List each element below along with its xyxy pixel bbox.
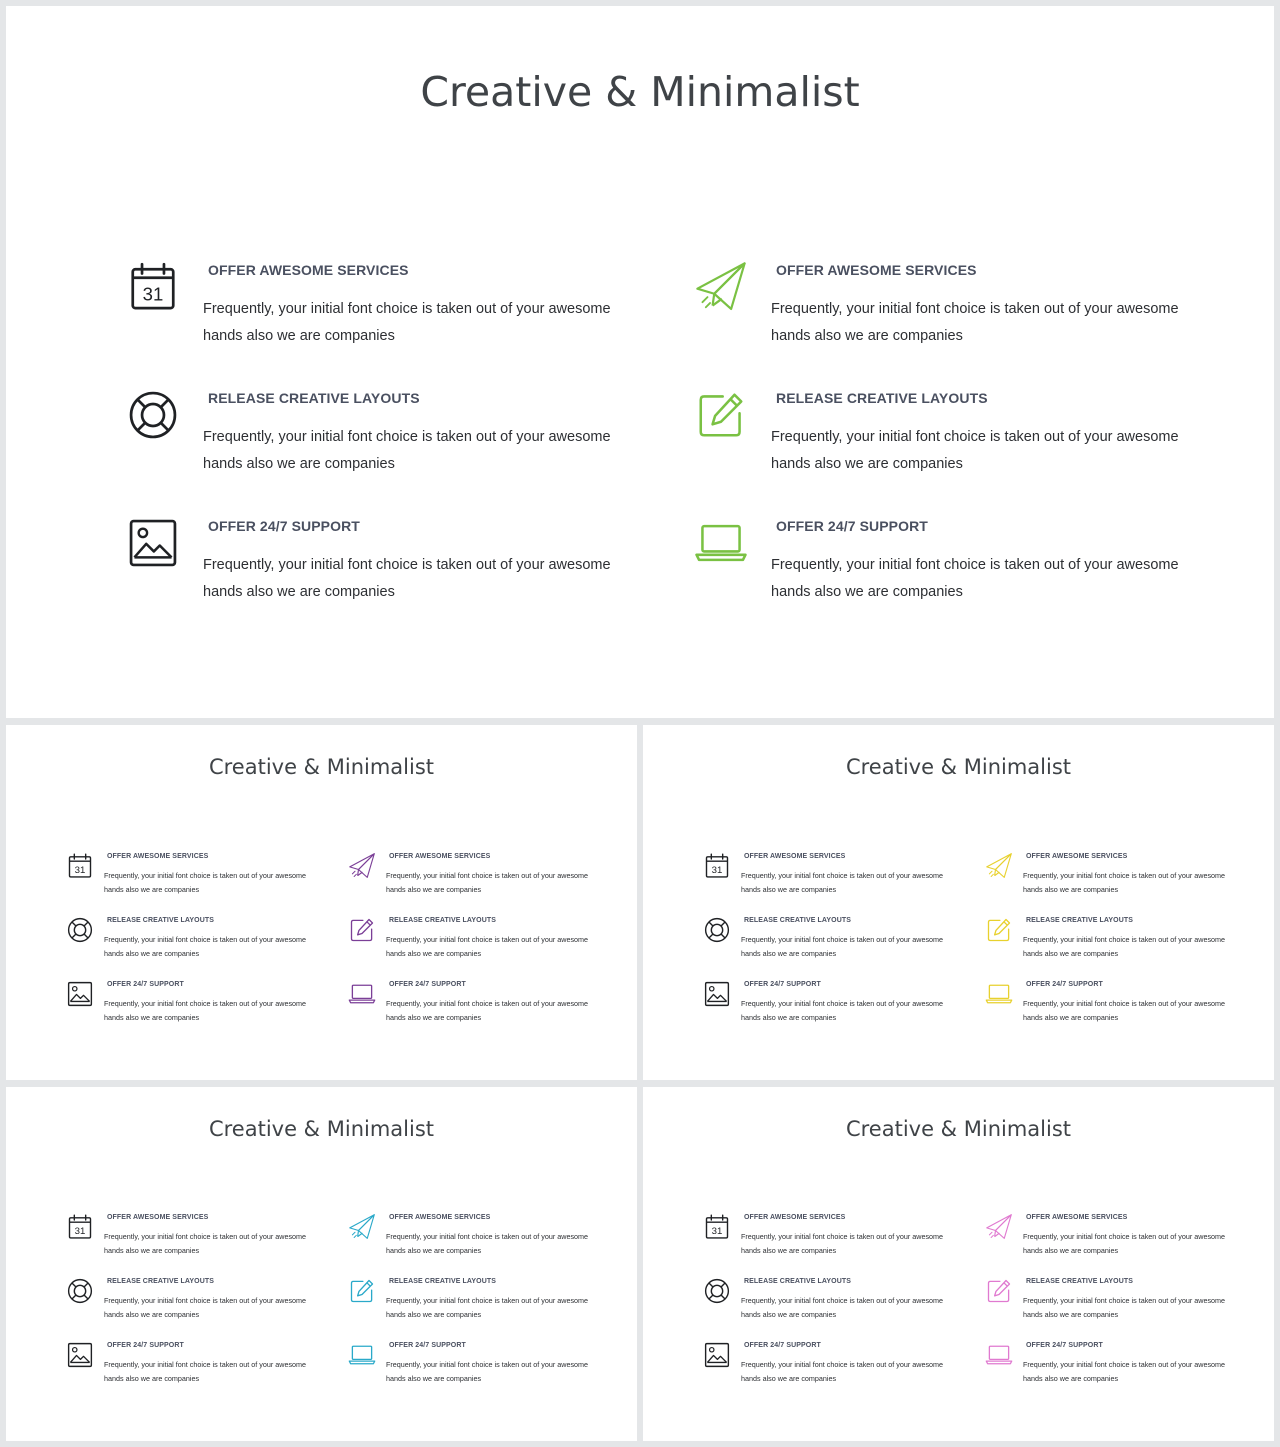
image-icon (66, 980, 94, 1008)
feature-description: Frequently, your initial font choice is taken out of your awesome hands also we are companies (771, 301, 1179, 344)
feature-heading: RELEASE CREATIVE LAYOUTS (208, 390, 420, 406)
slide-title: Creative & Minimalist (208, 1117, 435, 1141)
feature-description: Frequently, your initial font choice is taken out of your awesome hands also we are companies (386, 1360, 589, 1383)
lifebuoy-icon (703, 916, 731, 944)
feature-description: Frequently, your initial font choice is taken out of your awesome hands also we are companies (104, 1232, 307, 1255)
paper-plane-icon (985, 1213, 1013, 1241)
edit-icon (694, 388, 748, 442)
feature-description: Frequently, your initial font choice is taken out of your awesome hands also we are companies (741, 1296, 944, 1319)
paper-plane-icon (985, 852, 1013, 880)
lifebuoy-icon (703, 1277, 731, 1305)
feature-heading: OFFER 24/7 SUPPORT (1026, 981, 1103, 988)
feature-description: Frequently, your initial font choice is taken out of your awesome hands also we are companies (1023, 1360, 1226, 1383)
feature-heading: RELEASE CREATIVE LAYOUTS (1026, 1278, 1134, 1285)
slide-title: Creative & Minimalist (845, 755, 1072, 779)
feature-description: Frequently, your initial font choice is taken out of your awesome hands also we are companies (741, 935, 944, 958)
feature-heading: OFFER 24/7 SUPPORT (208, 518, 360, 534)
lifebuoy-icon (66, 916, 94, 944)
feature-description: Frequently, your initial font choice is taken out of your awesome hands also we are companies (741, 1232, 944, 1255)
feature-description: Frequently, your initial font choice is taken out of your awesome hands also we are companies (741, 871, 944, 894)
feature-description: Frequently, your initial font choice is taken out of your awesome hands also we are companies (771, 557, 1179, 600)
feature-heading: RELEASE CREATIVE LAYOUTS (389, 1278, 497, 1285)
feature-description: Frequently, your initial font choice is taken out of your awesome hands also we are companies (741, 999, 944, 1022)
feature-heading: OFFER AWESOME SERVICES (107, 853, 209, 860)
paper-plane-icon (694, 260, 748, 314)
feature-heading: OFFER 24/7 SUPPORT (776, 518, 928, 534)
feature-description: Frequently, your initial font choice is taken out of your awesome hands also we are companies (104, 999, 307, 1022)
feature-heading: OFFER 24/7 SUPPORT (107, 981, 184, 988)
calendar-icon (66, 852, 94, 880)
feature-heading: OFFER AWESOME SERVICES (1026, 853, 1128, 860)
slide-thumbnail-yellow[interactable] (643, 725, 1274, 1080)
slide-title: Creative & Minimalist (208, 755, 435, 779)
lifebuoy-icon (66, 1277, 94, 1305)
feature-description: Frequently, your initial font choice is taken out of your awesome hands also we are companies (386, 871, 589, 894)
feature-heading: OFFER AWESOME SERVICES (776, 262, 977, 278)
feature-heading: RELEASE CREATIVE LAYOUTS (389, 917, 497, 924)
image-icon (126, 516, 180, 570)
feature-heading: RELEASE CREATIVE LAYOUTS (107, 1278, 215, 1285)
feature-heading: OFFER AWESOME SERVICES (744, 853, 846, 860)
feature-description: Frequently, your initial font choice is taken out of your awesome hands also we are companies (203, 429, 611, 472)
feature-heading: OFFER 24/7 SUPPORT (1026, 1342, 1103, 1349)
feature-description: Frequently, your initial font choice is taken out of your awesome hands also we are companies (1023, 999, 1226, 1022)
calendar-icon (703, 1213, 731, 1241)
svg-text:31: 31 (142, 283, 164, 305)
feature-description: Frequently, your initial font choice is taken out of your awesome hands also we are companies (1023, 1296, 1226, 1319)
calendar-icon (703, 852, 731, 880)
lifebuoy-icon (126, 388, 180, 442)
feature-description: Frequently, your initial font choice is taken out of your awesome hands also we are companies (1023, 871, 1226, 894)
feature-description: Frequently, your initial font choice is taken out of your awesome hands also we are companies (203, 301, 611, 344)
slide-title: Creative & Minimalist (845, 1117, 1072, 1141)
feature-description: Frequently, your initial font choice is taken out of your awesome hands also we are companies (203, 557, 611, 600)
laptop-icon (985, 980, 1013, 1008)
paper-plane-icon (348, 852, 376, 880)
feature-heading: OFFER AWESOME SERVICES (389, 853, 491, 860)
feature-description: Frequently, your initial font choice is taken out of your awesome hands also we are companies (1023, 935, 1226, 958)
calendar-icon (126, 260, 180, 314)
image-icon (703, 980, 731, 1008)
laptop-icon (694, 516, 748, 570)
edit-icon (348, 1277, 376, 1305)
feature-description: Frequently, your initial font choice is taken out of your awesome hands also we are companies (771, 429, 1179, 472)
edit-icon (985, 916, 1013, 944)
laptop-icon (348, 1341, 376, 1369)
feature-description: Frequently, your initial font choice is taken out of your awesome hands also we are companies (741, 1360, 944, 1383)
slide-thumbnail-pink[interactable] (643, 1087, 1274, 1441)
laptop-icon (985, 1341, 1013, 1369)
slide-thumbnail-cyan[interactable] (6, 1087, 637, 1441)
feature-heading: RELEASE CREATIVE LAYOUTS (744, 917, 852, 924)
feature-description: Frequently, your initial font choice is taken out of your awesome hands also we are companies (1023, 1232, 1226, 1255)
feature-description: Frequently, your initial font choice is taken out of your awesome hands also we are companies (104, 935, 307, 958)
feature-heading: OFFER 24/7 SUPPORT (744, 1342, 821, 1349)
slide-thumbnail-purple[interactable] (6, 725, 637, 1080)
image-icon (66, 1341, 94, 1369)
edit-icon (985, 1277, 1013, 1305)
svg-text:31: 31 (74, 1226, 86, 1237)
feature-heading: OFFER AWESOME SERVICES (208, 262, 409, 278)
feature-heading: OFFER AWESOME SERVICES (744, 1214, 846, 1221)
feature-heading: RELEASE CREATIVE LAYOUTS (776, 390, 988, 406)
feature-heading: OFFER 24/7 SUPPORT (744, 981, 821, 988)
feature-description: Frequently, your initial font choice is taken out of your awesome hands also we are companies (386, 1232, 589, 1255)
feature-description: Frequently, your initial font choice is taken out of your awesome hands also we are companies (386, 1296, 589, 1319)
feature-heading: OFFER 24/7 SUPPORT (389, 1342, 466, 1349)
feature-heading: OFFER AWESOME SERVICES (389, 1214, 491, 1221)
feature-description: Frequently, your initial font choice is taken out of your awesome hands also we are companies (386, 999, 589, 1022)
paper-plane-icon (348, 1213, 376, 1241)
svg-text:31: 31 (711, 865, 723, 876)
feature-heading: OFFER 24/7 SUPPORT (107, 1342, 184, 1349)
svg-text:31: 31 (74, 865, 86, 876)
feature-heading: RELEASE CREATIVE LAYOUTS (107, 917, 215, 924)
slide-main[interactable] (6, 6, 1274, 718)
slide-title: Creative & Minimalist (420, 68, 860, 116)
feature-heading: RELEASE CREATIVE LAYOUTS (1026, 917, 1134, 924)
feature-heading: OFFER AWESOME SERVICES (107, 1214, 209, 1221)
edit-icon (348, 916, 376, 944)
feature-description: Frequently, your initial font choice is taken out of your awesome hands also we are companies (104, 1296, 307, 1319)
feature-heading: OFFER 24/7 SUPPORT (389, 981, 466, 988)
feature-description: Frequently, your initial font choice is taken out of your awesome hands also we are companies (386, 935, 589, 958)
calendar-icon (66, 1213, 94, 1241)
feature-heading: RELEASE CREATIVE LAYOUTS (744, 1278, 852, 1285)
feature-heading: OFFER AWESOME SERVICES (1026, 1214, 1128, 1221)
feature-description: Frequently, your initial font choice is taken out of your awesome hands also we are companies (104, 871, 307, 894)
image-icon (703, 1341, 731, 1369)
svg-text:31: 31 (711, 1226, 723, 1237)
feature-description: Frequently, your initial font choice is taken out of your awesome hands also we are companies (104, 1360, 307, 1383)
laptop-icon (348, 980, 376, 1008)
